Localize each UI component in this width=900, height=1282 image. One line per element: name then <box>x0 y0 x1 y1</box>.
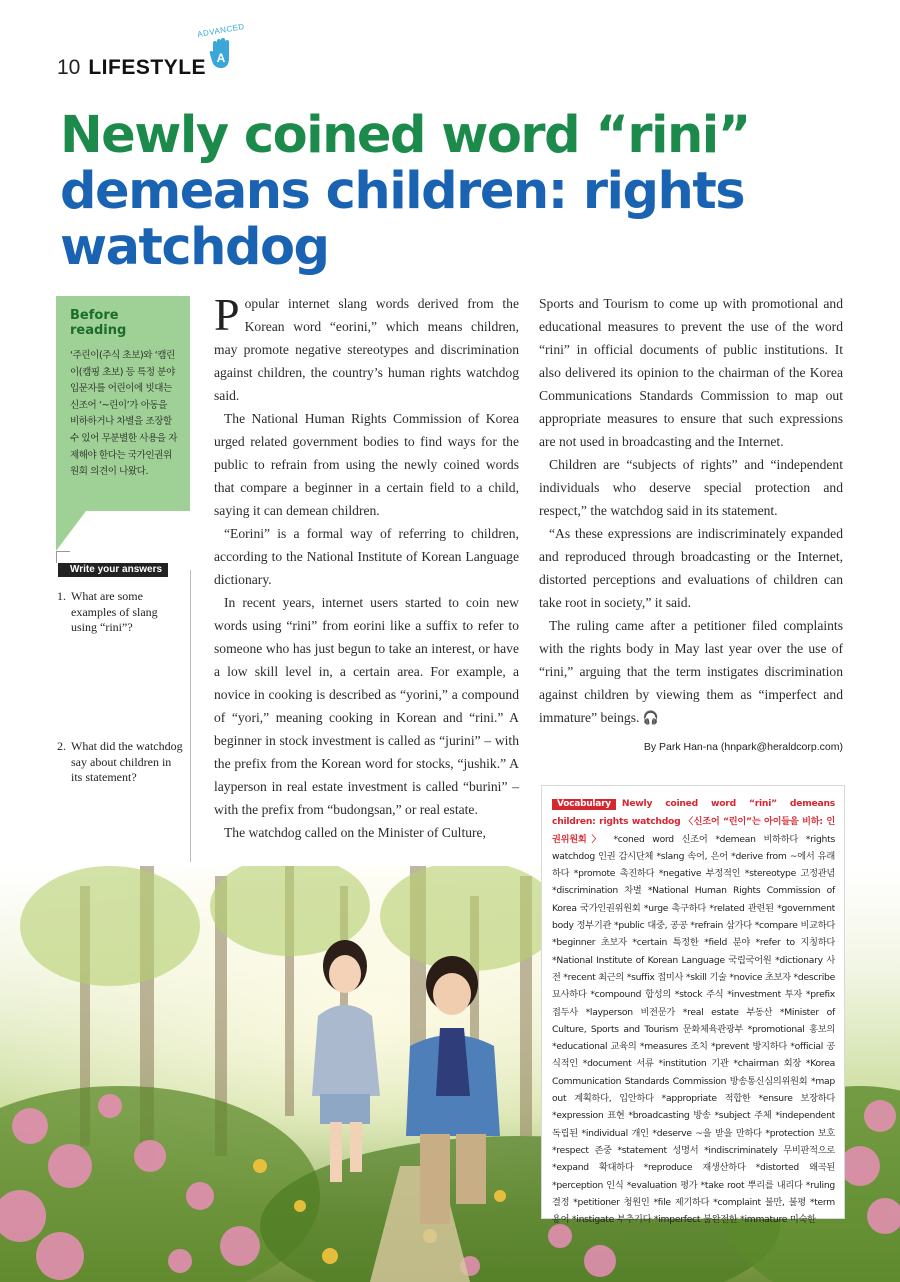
answers-tab-corner <box>56 551 70 563</box>
article-paragraph: The watchdog called on the Minister of Culture, <box>224 825 486 840</box>
article-headline <box>60 108 860 276</box>
hand-icon <box>209 38 233 70</box>
paragraph-text: opular internet slang words derived from the Korean word “eorini,” which means children, may promote negative stereotypes and discrimination against children, the country’s human rights watchdog said. <box>214 296 519 403</box>
paragraph-text: The ruling came after a petitioner filed complaints with the rights body in May last year over the use of “rini,” arguing that the term instigates discrimination against children by viewing them as “imperfect and immature” beings. <box>539 618 843 725</box>
byline: By Park Han-na (hnpark@heraldcorp.com) <box>643 741 843 753</box>
question-number: 1. <box>57 589 66 603</box>
headphones-icon[interactable]: 🎧 <box>642 711 660 726</box>
vocabulary-box <box>541 785 845 1226</box>
question-text: What did the watchdog say about children in its statement? <box>71 739 183 784</box>
before-reading-text: ‘주린이(주식 초보)와 ‘캠린이(캠핑 초보) 등 특정 분야 입문자를 어린이에 빗대는 신조어 ‘~린이’가 아동을 비하하거나 차별을 조장할 수 있어 무분별한 사용을 자제해야 한다는 국가인권위원회 의견이 나왔다. <box>70 350 178 478</box>
section-title: LIFESTYLE <box>88 56 207 79</box>
badge-label: ADVANCED <box>196 21 246 40</box>
article-paragraph-continued: Sports and Tourism to come up with promotional and educational measures to prevent the use of the word “rini” in official documents of public institutions. It also delivered its opinion to the chairman of the Korea Communications Standards Commission to map out appropriate measures to ensure that such expressions are not used in broadcasting and the Internet. <box>539 296 843 449</box>
vocabulary-title: Newly coined word “rini” demeans children: rights watchdog 〈신조어 “린이”는 아이들을 비하: 인권위원회〉 <box>552 798 835 845</box>
question-text: What are some examples of slang using “rini”? <box>71 589 158 634</box>
page-header <box>57 21 246 80</box>
article-paragraph: “Eorini” is a formal way of referring to children, according to the National Institute of Korean Language dictionary. <box>214 526 519 587</box>
headline-line-1: Newly coined word “rini” <box>60 106 750 165</box>
question-number: 2. <box>57 739 66 753</box>
page-number: 10 <box>57 56 81 79</box>
headline-line-2: demeans children: rights watchdog <box>60 162 745 277</box>
sidebar-divider <box>190 570 191 862</box>
article-paragraph: Children are “subjects of rights” and “independent individuals who deserve special protection and respect,” the watchdog said in its statement. <box>539 457 843 518</box>
vocabulary-entries: *coned word 신조어 *demean 비하하다 *rights watchdog 인권 감시단체 *slang 속어, 은어 *derive from ~에서 유래하다 *promote 촉진하다 *negative 부정적인 *stereotype 고정관념 *discrimination 차별 *National Human Rights Commission of Korea 국가인권위원회 *urge 촉구하다 *related 관련된 *government body 정부기관 *public 대중, 공공 *refrain 삼가다 *compare 비교하다 *beginner 초보자 *certain 특정한 *field 분야 *refer to 지칭하다 *National Institute of Korean Language 국립국어원 *dictionary 사전 *recent 최근의 *suffix 접미사 *skill 기술 *novice 초보자 *describe 묘사하다 *compound 합성의 *stock 주식 *investment 투자 *prefix 접두사 *layperson 비전문가 *real estate 부동산 *Minister of Culture, Sports and Tourism 문화체육관광부 *promotional 홍보의 *educational 교육의 *measures 조치 *prevent 방지하다 *official 공식적인 *document 서류 *institution 기관 *chairman 회장 *Korea Communication Standards Commission 방송통신심의위원회 *map out 계획하다, 입안하다 *appropriate 적합한 *ensure 보장하다 *expression 표현 *broadcasting 방송 *subject 주체 *independent 독립된 *individual 개인 *deserve ~을 받을 만하다 *protection 보호 *respect 존중 *statement 성명서 *indiscriminately 무비판적으로 *expand 확대하다 *reproduce 재생산하다 *distorted 왜곡된 *perception 인식 *evaluation 평가 *take root 뿌리를 내리다 *ruling 결정 *petitioner 청원인 *file 제기하다 *complaint 불만, 불평 *term 용어 *instigate 부추기다 *imperfect 불완전한 *immature 미숙한 <box>552 833 835 1226</box>
question-1 <box>57 589 185 636</box>
before-reading-box <box>56 296 190 511</box>
article-paragraph: The National Human Rights Commission of Korea urged related government bodies to find ways for the public to refrain from using the newly coined words that compare a beginner in a certain field to a child, saying it can demean children. <box>214 411 519 518</box>
article-paragraph <box>214 289 519 407</box>
before-reading-title: Before reading <box>70 308 127 338</box>
drop-cap: P <box>214 289 240 340</box>
badge-letter: A <box>216 51 226 65</box>
vocabulary-label: Vocabulary <box>552 799 616 810</box>
article-paragraph <box>539 614 843 730</box>
speech-bubble-tail <box>56 511 86 551</box>
article-paragraph: In recent years, internet users started to coin new words using “rini” from eorini like a suffix to refer to someone who has just begun to take an interest, or have a low skill level in, a certain area. For example, a novice in cooking is described as “yorini,” a compound of “yori,” meaning cooking in Korean and “rini.” A beginner in stock investment is called as “jurini” – with the prefix from the Korean word for stocks, “jushik.” A layperson in real estate investment is called “burini” – with the prefix from “budongsan,” or real estate. <box>214 595 519 817</box>
advanced-level-badge <box>196 21 246 82</box>
article-column-1 <box>214 289 519 844</box>
write-answers-label: Write your answers <box>58 563 168 577</box>
article-paragraph: “As these expressions are indiscriminately expanded and reproduced through broadcasting or the Internet, distorted perceptions and evaluations of children can take root in society,” it said. <box>539 526 843 610</box>
article-column-2 <box>539 292 843 759</box>
question-2 <box>57 739 185 786</box>
